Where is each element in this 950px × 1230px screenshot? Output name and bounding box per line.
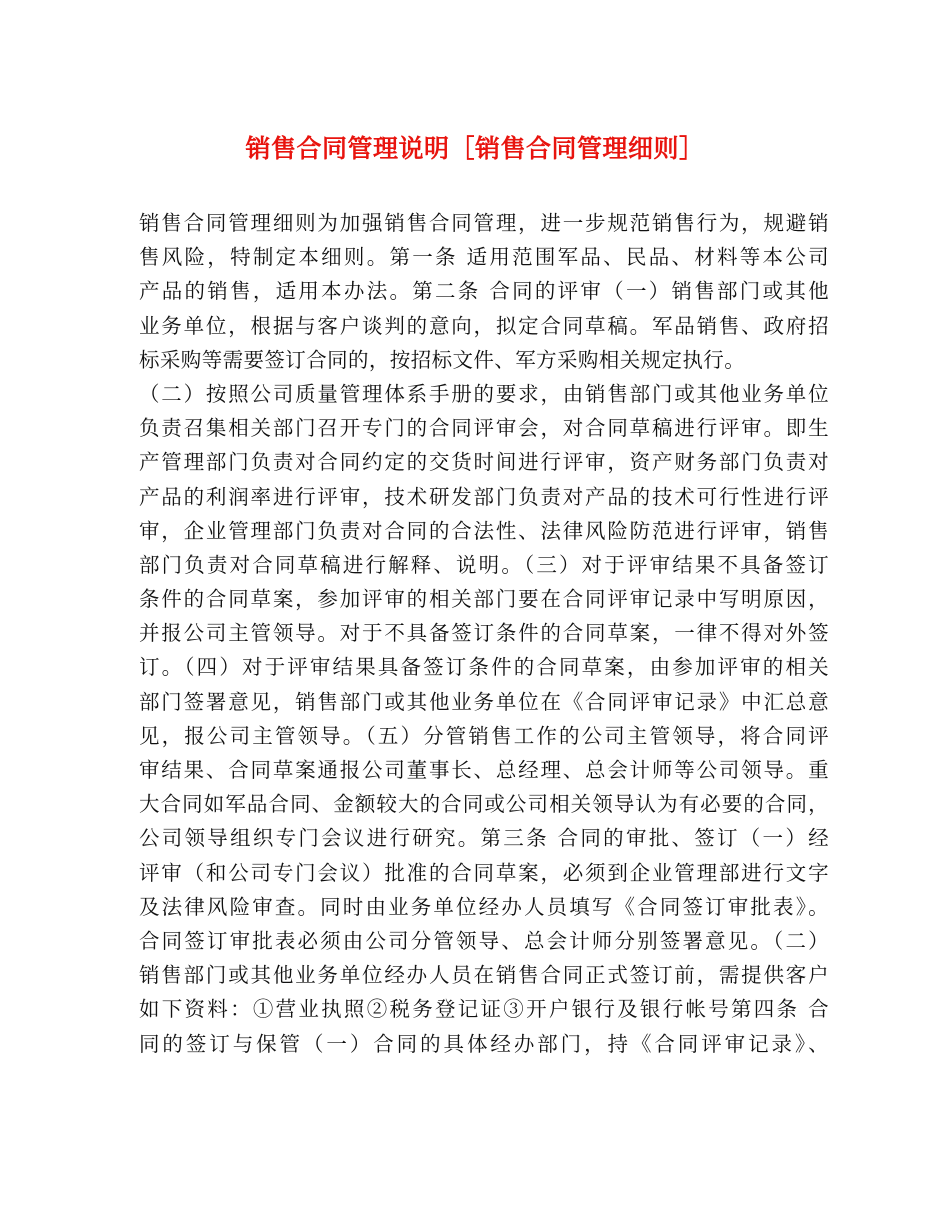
paragraph-line: 大合同如军品合同、金额较大的合同或公司相关领导认为有必要的合同，	[139, 792, 829, 817]
paragraph-line: 并报公司主管领导。对于不具备签订条件的合同草案，一律不得对外签	[139, 621, 829, 646]
paragraph-line: 产品的利润率进行评审，技术研发部门负责对产品的技术可行性进行评	[139, 484, 829, 509]
paragraph-line: 产品的销售，适用本办法。第二条 合同的评审（一）销售部门或其他	[139, 279, 829, 304]
paragraph-line: 售风险，特制定本细则。第一条 适用范围军品、民品、材料等本公司	[139, 245, 829, 270]
paragraph-line: 销售合同管理细则为加强销售合同管理，进一步规范销售行为，规避销	[139, 211, 829, 235]
paragraph-line: 条件的合同草案，参加评审的相关部门要在合同评审记录中写明原因，	[139, 587, 829, 612]
paragraph-line: （二）按照公司质量管理体系手册的要求，由销售部门或其他业务单位	[139, 381, 829, 406]
paragraph-line: 业务单位，根据与客户谈判的意向，拟定合同草稿。军品销售、政府招	[139, 313, 829, 338]
paragraph-line: 标采购等需要签订合同的，按招标文件、军方采购相关规定执行。	[139, 347, 746, 372]
paragraph-line: 审，企业管理部门负责对合同的合法性、法律风险防范进行评审，销售	[139, 518, 829, 543]
paragraph-line: 见，报公司主管领导。（五）分管销售工作的公司主管领导，将合同评	[139, 723, 829, 748]
paragraph-line: 部门签署意见，销售部门或其他业务单位在《合同评审记录》中汇总意	[139, 689, 829, 714]
document-title: 销售合同管理说明［销售合同管理细则］	[245, 134, 705, 163]
paragraph-line: 合同签订审批表必须由公司分管领导、总会计师分别签署意见。（二）	[139, 928, 829, 953]
paragraph-line: 如下资料：①营业执照②税务登记证③开户银行及银行帐号第四条 合	[139, 997, 829, 1022]
paragraph-line: 同的签订与保管（一）合同的具体经办部门，持《合同评审记录》、	[139, 1031, 829, 1056]
paragraph-line: 及法律风险审查。同时由业务单位经办人员填写《合同签订审批表》。	[139, 894, 829, 919]
document-body	[139, 206, 829, 1061]
paragraph-line: 部门负责对合同草稿进行解释、说明。（三）对于评审结果不具备签订	[139, 552, 829, 577]
paragraph-line: 审结果、合同草案通报公司董事长、总经理、总会计师等公司领导。重	[139, 758, 829, 782]
paragraph-line: 负责召集相关部门召开专门的合同评审会，对合同草稿进行评审。即生	[139, 416, 829, 441]
paragraph-line: 订。（四）对于评审结果具备签订条件的合同草案，由参加评审的相关	[139, 655, 829, 680]
paragraph-line: 评审（和公司专门会议）批准的合同草案，必须到企业管理部进行文字	[139, 860, 829, 885]
paragraph-line: 产管理部门负责对合同约定的交货时间进行评审，资产财务部门负责对	[139, 450, 829, 475]
paragraph-line: 公司领导组织专门会议进行研究。第三条 合同的审批、签订（一）经	[139, 826, 829, 851]
paragraph-line: 销售部门或其他业务单位经办人员在销售合同正式签订前，需提供客户	[139, 963, 829, 988]
